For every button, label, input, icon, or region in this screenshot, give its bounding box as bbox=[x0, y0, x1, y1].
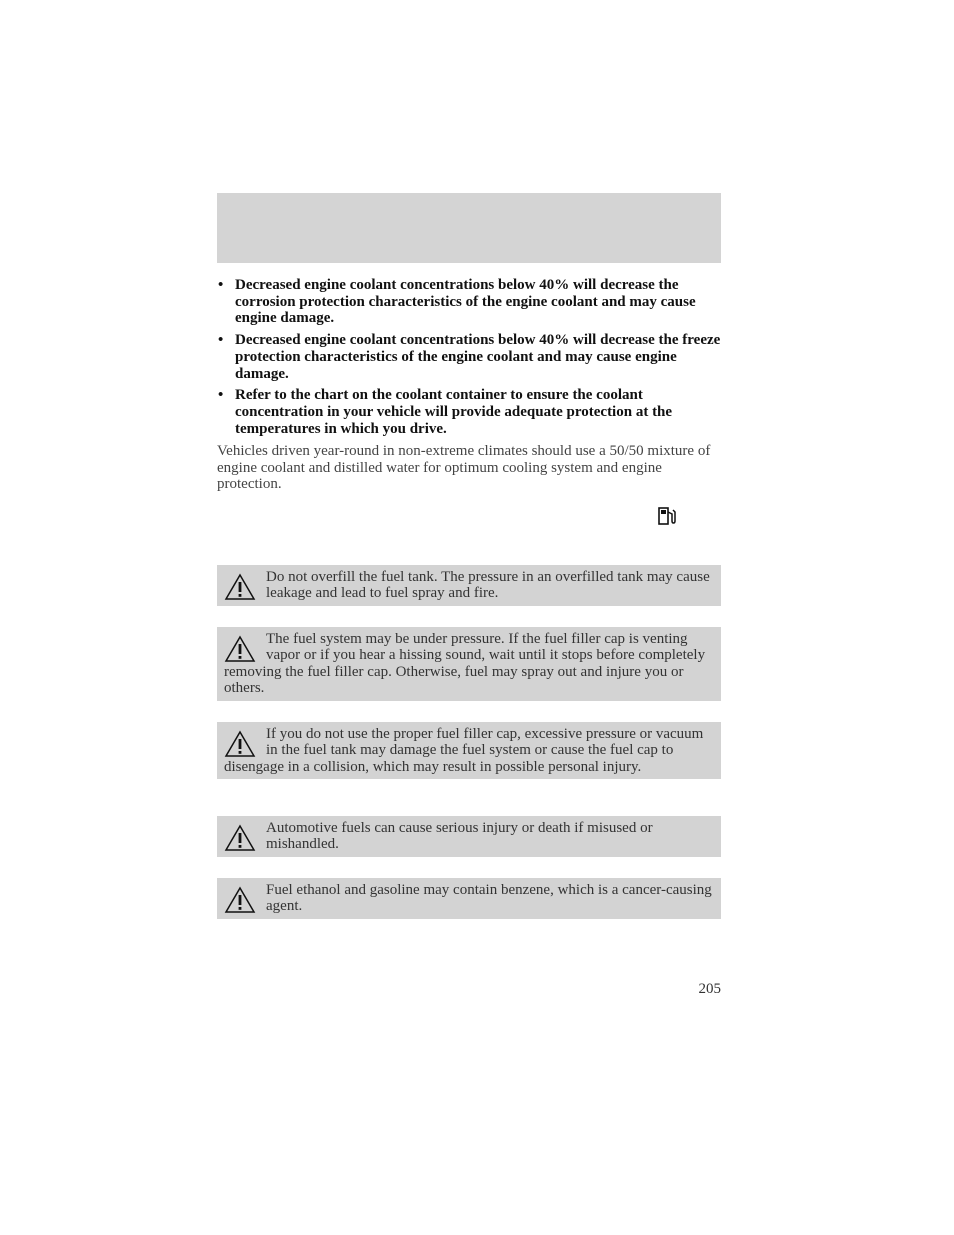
bullet-text: Decreased engine coolant concentrations below 40% will decrease the corrosion protection characteristics of the engine coolant and may cause engine damage. bbox=[235, 277, 696, 327]
warning-text: If you do not use the proper fuel filler cap, excessive pressure or vacuum in the fuel tank may damage the fuel system or cause the fuel cap to disengage in a collision, which may result in possible personal injury. bbox=[224, 726, 704, 775]
warning-box bbox=[217, 722, 721, 779]
warning-triangle-icon bbox=[224, 730, 256, 758]
bullet-marker: • bbox=[218, 332, 224, 349]
warning-text: Automotive fuels can cause serious injury or death if misused or mishandled. bbox=[266, 820, 653, 853]
warning-box bbox=[217, 565, 721, 606]
warning-text: The fuel system may be under pressure. If the fuel filler cap is venting vapor or if you hear a hissing sound, wait until it stops before completely removing the fuel filler cap. Otherwise, fuel may spray out and injure you or others. bbox=[224, 631, 706, 697]
bullet-marker: • bbox=[218, 387, 224, 404]
bullet-text: Refer to the chart on the coolant container to ensure the coolant concentration in your vehicle will provide adequate protection at the temperatures in which you drive. bbox=[235, 387, 673, 437]
warning-triangle-icon bbox=[224, 573, 256, 601]
warning-triangle-icon bbox=[224, 824, 256, 852]
warning-triangle-icon bbox=[224, 886, 256, 914]
bullet-text: Decreased engine coolant concentrations below 40% will decrease the freeze protection characteristics of the engine coolant and may cause engine damage. bbox=[235, 332, 721, 382]
bullet-item bbox=[217, 332, 721, 382]
coolant-mixture-paragraph: Vehicles driven year-round in non-extreme climates should use a 50/50 mixture of engine coolant and distilled water for optimum cooling system and engine protection. bbox=[217, 443, 711, 492]
bullet-item bbox=[217, 277, 721, 327]
warning-text: Do not overfill the fuel tank. The pressure in an overfilled tank may cause leakage and lead to fuel spray and fire. bbox=[266, 569, 710, 602]
warning-box bbox=[217, 816, 721, 857]
page-number: 205 bbox=[698, 981, 721, 997]
header-band bbox=[217, 193, 721, 263]
bullet-item bbox=[217, 387, 721, 437]
fuel-pump-icon bbox=[656, 506, 678, 526]
warning-triangle-icon bbox=[224, 635, 256, 663]
warning-box bbox=[217, 878, 721, 919]
warning-box bbox=[217, 627, 721, 701]
coolant-bullet-list bbox=[217, 277, 721, 442]
warning-text: Fuel ethanol and gasoline may contain benzene, which is a cancer-causing agent. bbox=[266, 882, 712, 915]
bullet-marker: • bbox=[218, 277, 224, 293]
